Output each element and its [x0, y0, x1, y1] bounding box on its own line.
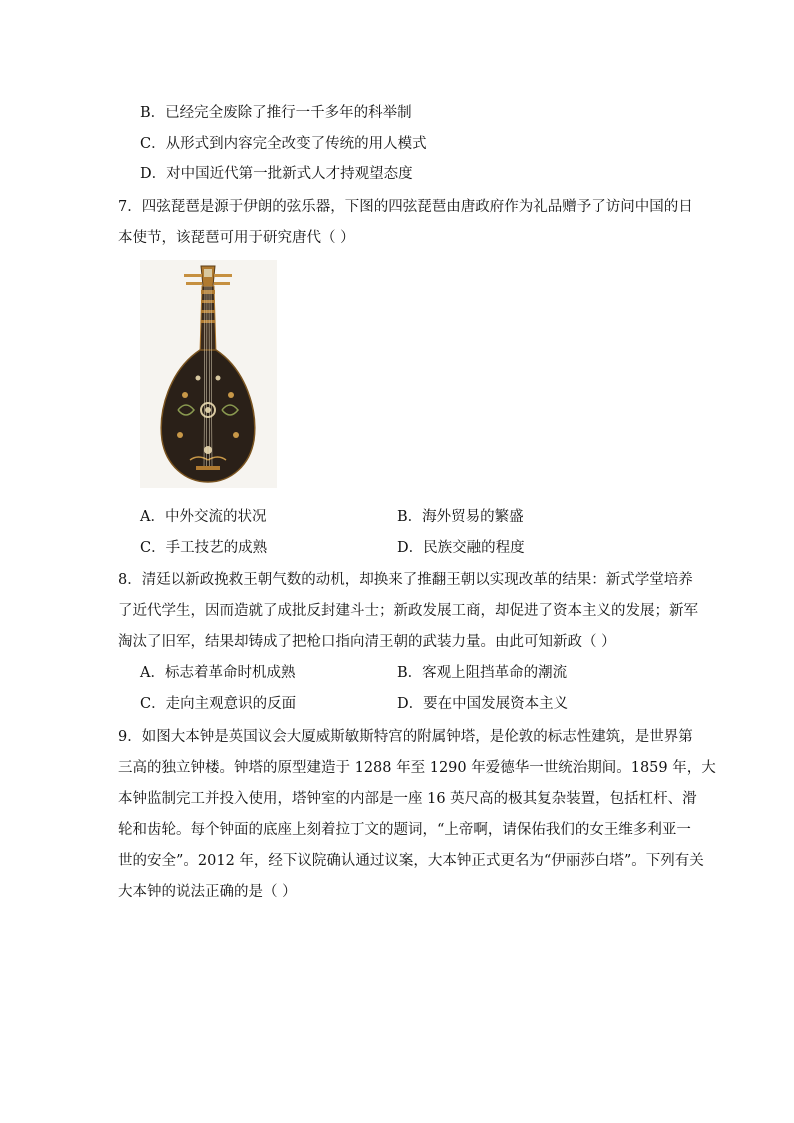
- q6-option-d: D．对中国近代第一批新式人才持观望态度: [140, 166, 413, 182]
- q8-option-d: D．要在中国发展资本主义: [397, 696, 569, 712]
- pipa-lute-image: [140, 260, 277, 488]
- q8-option-a: A．标志着革命时机成熟: [140, 665, 296, 681]
- q9-stem-line-4: 轮和齿轮。每个钟面的底座上刻着拉丁文的题词，“上帝啊，请保佑我们的女王维多利亚一: [118, 822, 691, 838]
- q7-stem-line-2: 本使节，该琵琶可用于研究唐代（ ）: [118, 230, 355, 246]
- q9-stem-line-5: 世的安全”。2012 年，经下议院确认通过议案，大本钟正式更名为“伊丽莎白塔”。下列有关: [118, 853, 704, 869]
- q8-stem-line-3: 淘汰了旧军，结果却铸成了把枪口指向清王朝的武装力量。由此可知新政（ ）: [118, 634, 616, 650]
- q7-option-d: D．民族交融的程度: [397, 540, 525, 556]
- q9-stem-line-2: 三高的独立钟楼。钟塔的原型建造于 1288 年至 1290 年爱德华一世统治期间。1859 年，大: [118, 760, 716, 776]
- q7-option-c: C．手工技艺的成熟: [140, 540, 268, 556]
- q6-option-c: C．从形式到内容完全改变了传统的用人模式: [140, 136, 427, 152]
- q8-stem-line-1: 8．清廷以新政挽救王朝气数的动机，却换来了推翻王朝以实现改革的结果：新式学堂培养: [118, 572, 693, 588]
- q7-option-b: B．海外贸易的繁盛: [397, 509, 524, 525]
- q9-stem-line-1: 9．如图大本钟是英国议会大厦威斯敏斯特宫的附属钟塔，是伦敦的标志性建筑，是世界第: [118, 729, 693, 745]
- q6-option-b: B．已经完全废除了推行一千多年的科举制: [140, 105, 412, 121]
- q9-stem-line-3: 本钟监制完工并投入使用，塔钟室的内部是一座 16 英尺高的极其复杂装置，包括杠杆、滑: [118, 791, 697, 807]
- q7-option-a: A．中外交流的状况: [140, 509, 267, 525]
- q8-stem-line-2: 了近代学生，因而造就了成批反封建斗士；新政发展工商，却促进了资本主义的发展；新军: [118, 603, 698, 619]
- q8-option-b: B．客观上阻挡革命的潮流: [397, 665, 568, 681]
- q8-option-c: C．走向主观意识的反面: [140, 696, 297, 712]
- q7-stem-line-1: 7．四弦琵琶是源于伊朗的弦乐器，下图的四弦琵琶由唐政府作为礼品赠予了访问中国的日: [118, 199, 693, 215]
- q9-stem-line-6: 大本钟的说法正确的是（ ）: [118, 884, 297, 900]
